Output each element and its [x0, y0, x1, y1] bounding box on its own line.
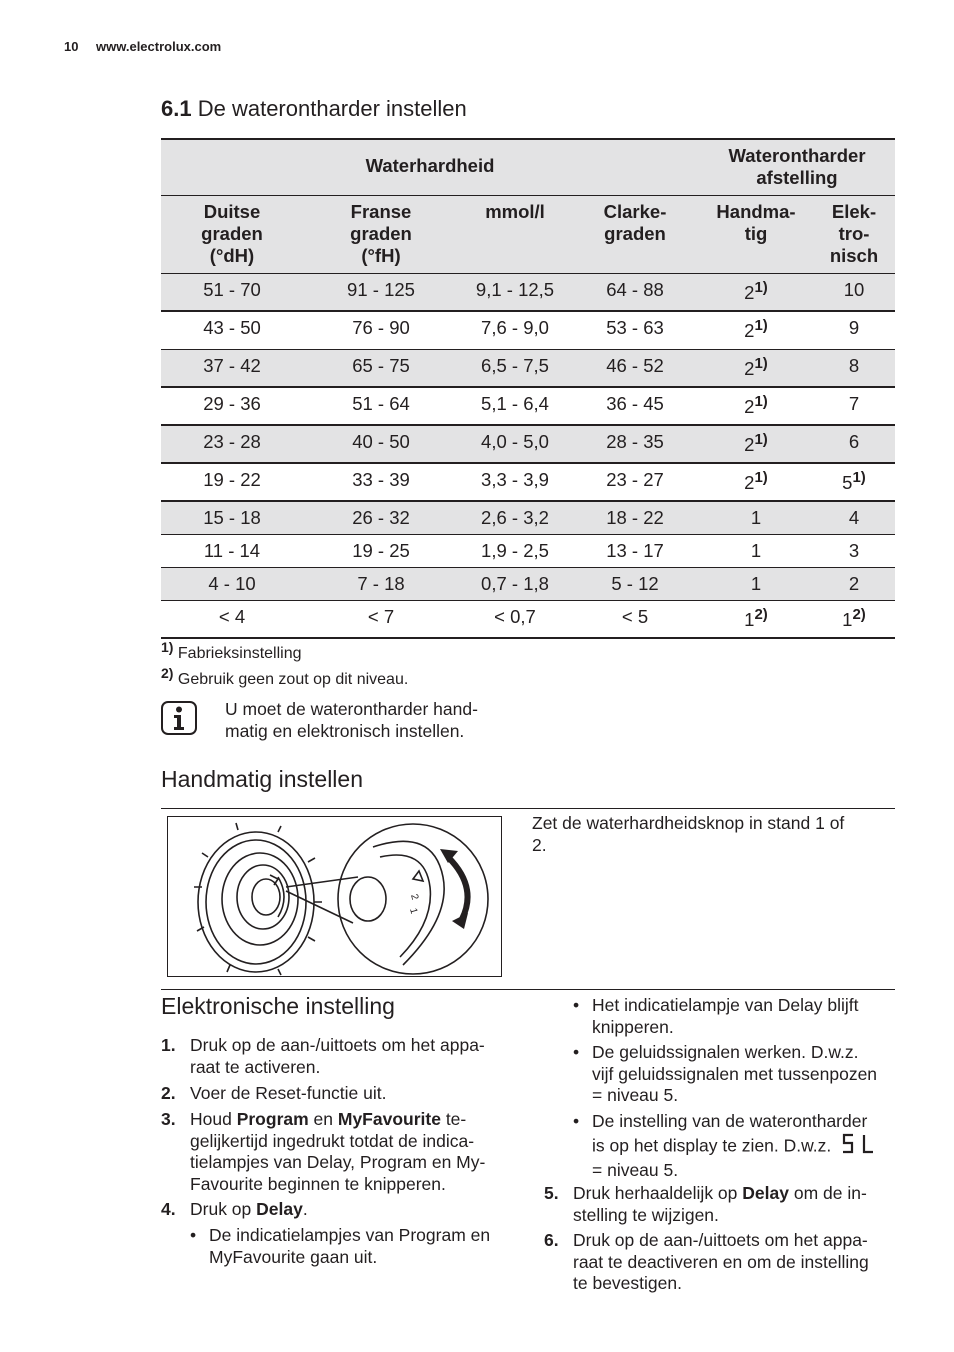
- info-icon: [161, 701, 197, 735]
- table-cell: 26 - 32: [352, 507, 410, 528]
- col-header-mmol: mmol/l: [485, 201, 545, 222]
- table-row: [161, 426, 895, 464]
- table-cell: 1,9 - 2,5: [481, 540, 549, 561]
- electronic-title: Elektronische instelling: [161, 993, 395, 1019]
- table-row: [161, 464, 895, 502]
- table-cell: 7: [848, 393, 860, 414]
- table-cell: < 0,7: [494, 606, 536, 627]
- table-cell: 2,6 - 3,2: [481, 507, 549, 528]
- table-cell: 29 - 36: [203, 393, 261, 414]
- table-cell: 10: [843, 279, 865, 300]
- table-cell: 1$^{2)}$: [744, 606, 768, 630]
- table-row: [161, 535, 895, 568]
- table-cell: 2: [848, 573, 860, 594]
- table-cell: 9: [848, 317, 860, 338]
- footnote-mark: 1): [754, 279, 768, 296]
- footnote-2: 2) Gebruik geen zout op dit niveau.: [161, 665, 409, 688]
- table-cell: 5 - 12: [611, 573, 659, 594]
- table-row: [161, 388, 895, 426]
- table-row: [161, 502, 895, 535]
- table-cell: 53 - 63: [606, 317, 664, 338]
- col-header-clarke: Clarke- graden: [603, 201, 667, 244]
- svg-text:1: 1: [407, 906, 420, 916]
- table-cell: 6: [848, 431, 860, 452]
- footnote-mark: 1): [852, 469, 866, 486]
- table-cell: 1: [750, 540, 762, 561]
- table-cell: 8: [848, 355, 860, 376]
- table-cell: 51 - 70: [203, 279, 261, 300]
- footnote-mark: 2): [754, 606, 768, 623]
- header-afstelling: Waterontharder afstelling: [728, 145, 866, 188]
- table-cell: 4: [848, 507, 860, 528]
- table-cell: 40 - 50: [352, 431, 410, 452]
- table-cell: 3: [848, 540, 860, 561]
- page-number: 10: [64, 39, 79, 54]
- table-cell: 19 - 25: [352, 540, 410, 561]
- section-title-text: De waterontharder instellen: [197, 96, 467, 121]
- footnote-mark: 1): [754, 431, 768, 448]
- manual-instruction: Zet de waterhardheidsknop in stand 1 of 2.: [532, 813, 845, 855]
- table-cell: < 4: [218, 606, 246, 627]
- table-cell: 0,7 - 1,8: [481, 573, 549, 594]
- table-cell: 28 - 35: [606, 431, 664, 452]
- display-readout: [841, 1133, 875, 1161]
- table-cell: 23 - 28: [203, 431, 261, 452]
- table-cell: 91 - 125: [347, 279, 415, 300]
- table-cell: 76 - 90: [352, 317, 410, 338]
- table-row: [161, 274, 895, 312]
- footnote-mark: 1): [754, 469, 768, 486]
- table-cell: 37 - 42: [203, 355, 261, 376]
- table-cell: 33 - 39: [352, 469, 410, 490]
- table-cell: < 7: [367, 606, 395, 627]
- table-cell: 46 - 52: [606, 355, 664, 376]
- table-cell: 1: [750, 507, 762, 528]
- section-number: 6.1: [161, 96, 192, 121]
- electronic-rule: [161, 989, 895, 990]
- table-cell: 7 - 18: [357, 573, 405, 594]
- table-cell: 2$^{1)}$: [744, 469, 768, 493]
- table-cell: 7,6 - 9,0: [481, 317, 549, 338]
- table-cell: 2$^{1)}$: [744, 393, 768, 417]
- footnote-mark: 2): [852, 606, 866, 623]
- table-cell: 23 - 27: [606, 469, 664, 490]
- table-row: [161, 601, 895, 639]
- table-cell: 11 - 14: [203, 540, 261, 561]
- table-row: [161, 568, 895, 601]
- table-cell: 5,1 - 6,4: [481, 393, 549, 414]
- info-text: U moet de waterontharder hand- matig en elektronisch instellen.: [225, 699, 478, 741]
- table-cell: 2$^{1)}$: [744, 355, 768, 379]
- table-cell: 2$^{1)}$: [744, 317, 768, 341]
- footnote-mark: 1): [754, 355, 768, 372]
- table-row: [161, 350, 895, 388]
- table-cell: 43 - 50: [203, 317, 261, 338]
- table-cell: 2$^{1)}$: [744, 279, 768, 303]
- manual-title: Handmatig instellen: [161, 766, 364, 792]
- table-group-header: [161, 140, 895, 196]
- table-cell: 5$^{1)}$: [842, 469, 866, 493]
- section-title: [161, 96, 467, 122]
- table-cell: 36 - 45: [606, 393, 664, 414]
- table-cell: 13 - 17: [606, 540, 664, 561]
- table-row: [161, 312, 895, 350]
- table-column-header: [161, 196, 895, 274]
- col-header-elektronisch: Elek- tro- nisch: [829, 201, 879, 266]
- manual-rule: [161, 808, 895, 809]
- header-waterhardheid: Waterhardheid: [365, 155, 495, 176]
- table-cell: 51 - 64: [352, 393, 410, 414]
- table-cell: 3,3 - 3,9: [481, 469, 549, 490]
- table-cell: 65 - 75: [352, 355, 410, 376]
- svg-text:2: 2: [408, 892, 421, 902]
- footnote-mark: 1): [754, 317, 768, 334]
- col-header-duitse: Duitse graden (°dH): [201, 201, 263, 266]
- table-cell: 4 - 10: [208, 573, 256, 594]
- table-cell: 4,0 - 5,0: [481, 431, 549, 452]
- table-cell: 1: [750, 573, 762, 594]
- footnote-1: 1) Fabrieksinstelling: [161, 639, 302, 662]
- table-cell: < 5: [621, 606, 649, 627]
- table-cell: 18 - 22: [606, 507, 664, 528]
- table-cell: 2$^{1)}$: [744, 431, 768, 455]
- col-header-handmatig: Handma- tig: [716, 201, 796, 244]
- dial-figure: [167, 816, 502, 977]
- table-cell: 19 - 22: [203, 469, 261, 490]
- website-url[interactable]: www.electrolux.com: [96, 39, 222, 54]
- footnote-mark: 1): [754, 393, 768, 410]
- table-cell: 15 - 18: [203, 507, 261, 528]
- table-cell: 1$^{2)}$: [842, 606, 866, 630]
- table-cell: 64 - 88: [606, 279, 664, 300]
- water-hardness-table: [161, 138, 895, 639]
- table-body: [161, 274, 895, 639]
- table-cell: 6,5 - 7,5: [481, 355, 549, 376]
- col-header-franse: Franse graden (°fH): [350, 201, 412, 266]
- table-cell: 9,1 - 12,5: [475, 279, 555, 300]
